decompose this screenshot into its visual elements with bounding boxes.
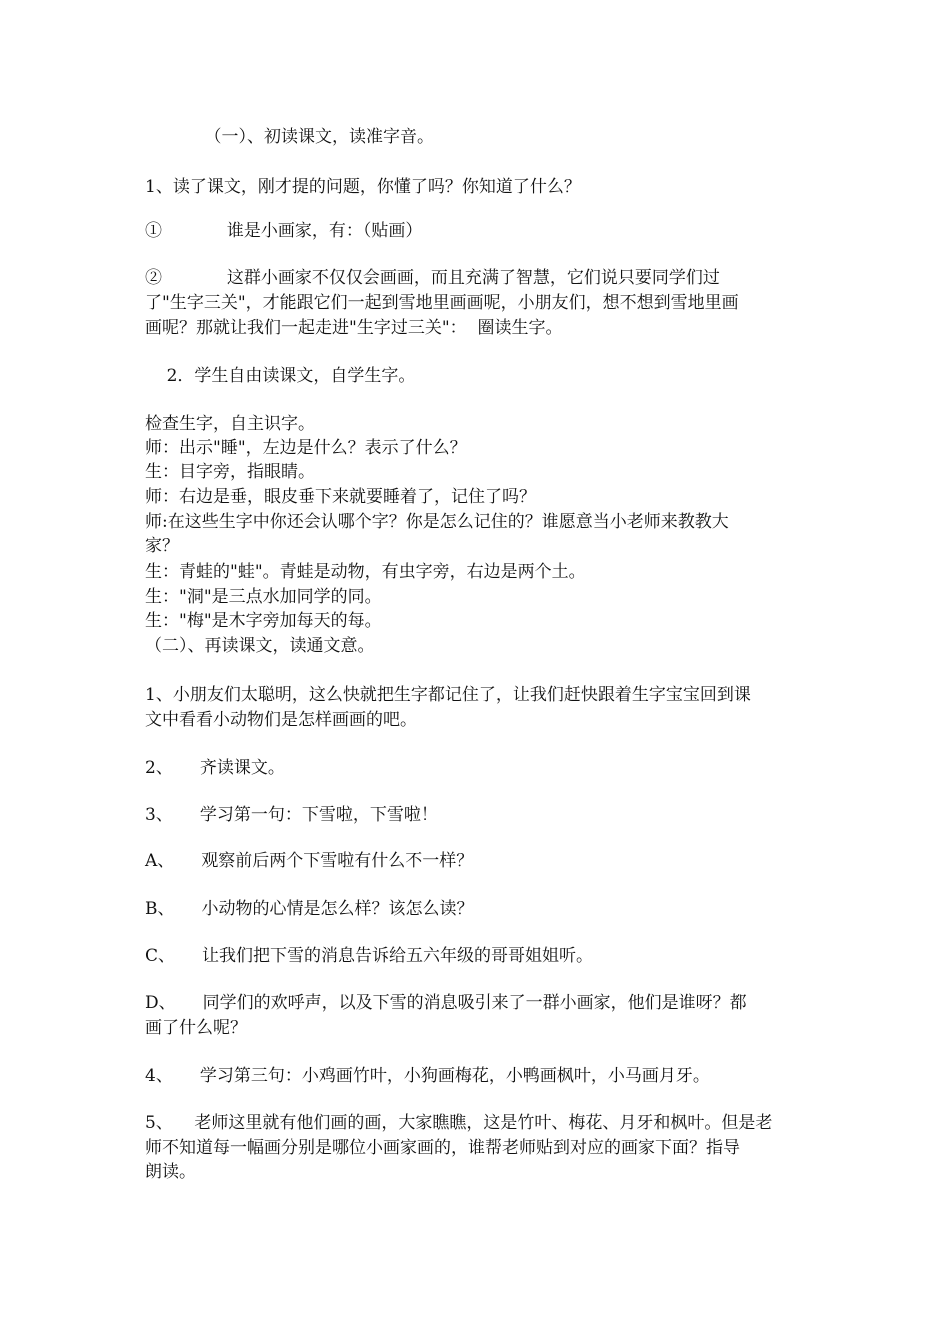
paragraph-line: 画呢？那就让我们一起走进"生字过三关"： 圈读生字。 (145, 318, 563, 338)
paragraph-line: D、 同学们的欢呼声，以及下雪的消息吸引来了一群小画家，他们是谁呀？都 (145, 993, 747, 1013)
paragraph-line: 师：出示"睡"，左边是什么？表示了什么？ (145, 438, 467, 458)
paragraph-line: 师：右边是垂，眼皮垂下来就要睡着了，记住了吗？ (145, 487, 536, 507)
paragraph-line: 文中看看小动物们是怎样画画的吧。 (145, 710, 417, 730)
paragraph-line: 2、 齐读课文。 (145, 758, 285, 778)
paragraph-line: B、 小动物的心情是怎么样？该怎么读？ (145, 899, 474, 919)
paragraph-line: 生："梅"是木字旁加每天的每。 (145, 611, 382, 631)
paragraph-line: 生："洞"是三点水加同学的同。 (145, 587, 382, 607)
paragraph-line: 5、 老师这里就有他们画的画，大家瞧瞧，这是竹叶、梅花、月牙和枫叶。但是老 (145, 1113, 773, 1133)
paragraph-line: 2．学生自由读课文，自学生字。 (145, 366, 416, 386)
paragraph-line: 了"生字三关"，才能跟它们一起到雪地里画画呢，小朋友们，想不想到雪地里画 (145, 293, 739, 313)
paragraph-line: 1、读了课文，刚才提的问题，你懂了吗？你知道了什么？ (145, 177, 581, 197)
section-heading-1: （一）、初读课文，读准字音。 (145, 127, 434, 147)
paragraph-line: 1、小朋友们太聪明，这么快就把生字都记住了，让我们赶快跟着生字宝宝回到课 (145, 685, 751, 705)
paragraph-line: 3、 学习第一句：下雪啦，下雪啦！ (145, 805, 438, 825)
paragraph-line: 生：目字旁，指眼睛。 (145, 462, 315, 482)
paragraph-line: 家？ (145, 536, 179, 556)
paragraph-line: 生：青蛙的"蛙"。青蛙是动物，有虫字旁，右边是两个土。 (145, 562, 586, 582)
paragraph-line: ② 这群小画家不仅仅会画画，而且充满了智慧，它们说只要同学们过 (145, 268, 720, 288)
section-heading-2: （二）、再读课文，读通文意。 (145, 636, 375, 656)
paragraph-line: 朗读。 (145, 1162, 196, 1182)
paragraph-line: 检查生字，自主识字。 (145, 414, 315, 434)
paragraph-line: A、 观察前后两个下雪啦有什么不一样？ (145, 851, 474, 871)
paragraph-line: ① 谁是小画家，有：（贴画） (145, 221, 423, 241)
paragraph-line: C、 让我们把下雪的消息告诉给五六年级的哥哥姐姐听。 (145, 946, 594, 966)
paragraph-line: 画了什么呢？ (145, 1018, 247, 1038)
paragraph-line: 师不知道每一幅画分别是哪位小画家画的，谁帮老师贴到对应的画家下面？指导 (145, 1138, 740, 1158)
paragraph-line: 4、 学习第三句：小鸡画竹叶，小狗画梅花，小鸭画枫叶，小马画月牙。 (145, 1066, 710, 1086)
paragraph-line: 师:在这些生字中你还会认哪个字？你是怎么记住的？谁愿意当小老师来教教大 (145, 512, 729, 532)
